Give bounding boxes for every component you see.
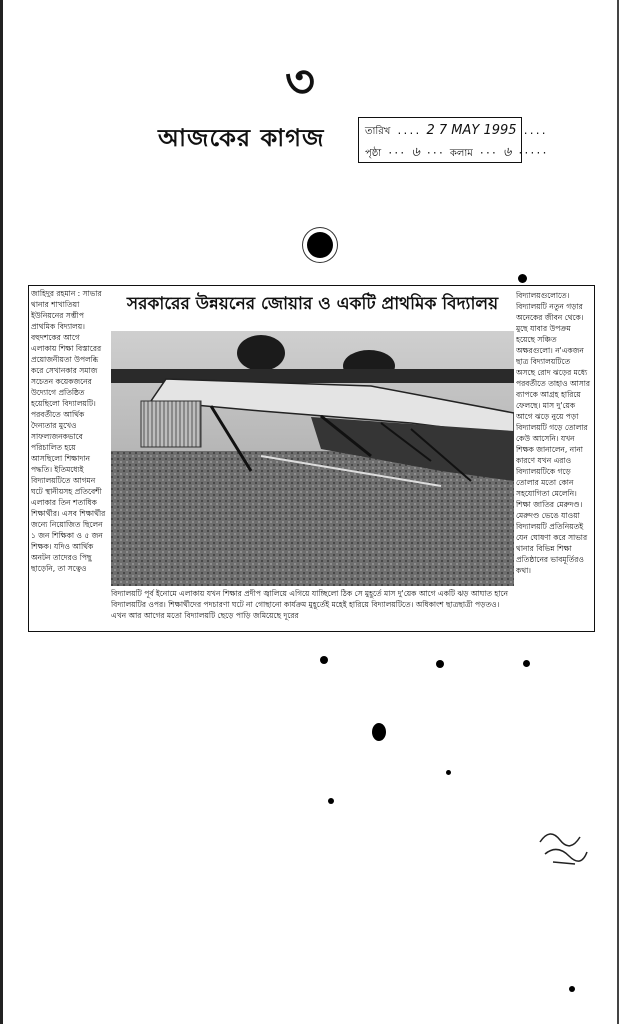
stamp-page-row: পৃষ্ঠা ··· ৬ ··· কলাম ··· ৬ ····· xyxy=(365,145,548,160)
article-photo xyxy=(111,331,514,586)
ink-blot xyxy=(328,798,334,804)
punch-hole-mark xyxy=(372,723,386,741)
page-number-mark: ৩ xyxy=(285,54,315,108)
stamp-page-label: পৃষ্ঠা xyxy=(365,148,382,159)
article-left-column: জাহিদুর রহমান : সাভার থানার শাখাতিয়া ইউনিয়নের সম্ভীপ প্রাথমিক বিদ্যালয়। বহুদশকের আগে এলাকায় শিক্ষা বিস্তারের প্রয়োজনীয়তা উপলব্ধি করে সেখানকার সমাজ সচেতন কয়েকজনের উদ্যোগে প্রতিষ্ঠিত হয়েছিলো বিদ্যালয়টি। পরবর্তীতে আর্থিক দৈন্যতার মুখেও সাফল্যজনকভাবে পরিচালিত হয়ে আসছিলো শিক্ষাদান পদ্ধতি। ইতিমধ্যেই বিদ্যালয়টিতে আগমন ঘটে স্থানীয়সহ প্রতিবেশী এলাকার তিন শতাধিক শিক্ষার্থীর। এসব শিক্ষার্থীর জন্যে নিয়োজিত ছিলেন ১ জন শিক্ষিকা ও ৫ জন শিক্ষক। যদিও আর্থিক অনটন তাদেরও পিছু ছাড়েনি, তা সত্বেও xyxy=(31,289,106,573)
scan-left-edge xyxy=(0,0,3,1024)
stamp-date-value: 2 7 MAY 1995 xyxy=(426,123,517,138)
stamp-column-value: ৬ xyxy=(502,145,512,160)
stamp-column-label: কলাম xyxy=(449,148,473,159)
ink-blot xyxy=(320,656,328,664)
stamp-date-row: তারিখ .... 2 7 MAY 1995 .... xyxy=(365,123,547,138)
photo-caption: বিদ্যালয়টি পূর্ব ইনোমে এলাকায় যখন শিক্ষার প্রদীপ জ্বালিয়ে এগিয়ে যাচ্ছিলো ঠিক সে মুহূর্তে মাস দু'য়েক আগে একটি ঝড় আঘাত হানে বিদ্যালয়টির ওপর। শিক্ষার্থীদের পদচারণা ঘটে না গোছানো কার্যক্রম মুহূর্তেই মহেই হারিয়ে বিদ্যালয়টিতে। অধিকাংশ ছাত্রছাত্রী পড়তও। এখন আর আগের মতো বিদ্যালয়টি ছেড়ে পাড়ি জমিয়েছে দূরের xyxy=(111,589,509,620)
newspaper-name: আজকের কাগজ xyxy=(158,124,325,152)
ink-blot xyxy=(518,274,527,283)
stray-scribble-mark xyxy=(535,822,593,870)
collapsed-school-photo xyxy=(111,331,514,586)
archive-stamp xyxy=(358,117,548,163)
newspaper-clipping xyxy=(28,285,595,632)
article-right-column: বিদ্যালয়গুলোতে। বিদ্যালয়টি নতুন গড়ার অনেকের জীবন থেকে। মুছে যাবার উপক্রম হয়েছে সঞ্চিত অক্ষরগুলো। ন'একজন ছাত্র বিদ্যালয়টিতে অসছে রোদ ঝড়ের মধ্যে পরবর্তীতে তাহাও আসার ব্যাপকে আগ্রহ হারিয়ে ফেলছে। মাস দু'য়েক আগে ঝড়ে নুয়ে পড়া বিদ্যালয়টি গড়ে তোলার কেউ আসেনি। যখন শিক্ষক জানালেন, নানা কারণে যখন এরাও বিদ্যালয়টিকে গড়ে তোলার মতো কোন সহযোগিতা মেলেনি। শিক্ষা জাতির মেরুদণ্ড। মেরুদণ্ড ভেঙে যাওয়া বিদ্যালয়টি প্রতিনিয়তই যেন ঘোষণা করে সাভার থানার বিভিন্ন শিক্ষা প্রতিষ্ঠানের ভাবমূর্তিরও কথা। xyxy=(516,291,591,575)
stamp-page-value: ৬ xyxy=(411,145,420,160)
ink-blot xyxy=(446,770,451,775)
ink-blot xyxy=(436,660,444,668)
ink-blot xyxy=(569,986,575,992)
punch-hole-mark xyxy=(307,232,333,258)
article-headline: সরকারের উন্নয়নের জোয়ার ও একটি প্রাথমিক বিদ্যালয় xyxy=(126,294,499,314)
ink-blot xyxy=(523,660,530,667)
stamp-date-label: তারিখ xyxy=(365,126,391,137)
